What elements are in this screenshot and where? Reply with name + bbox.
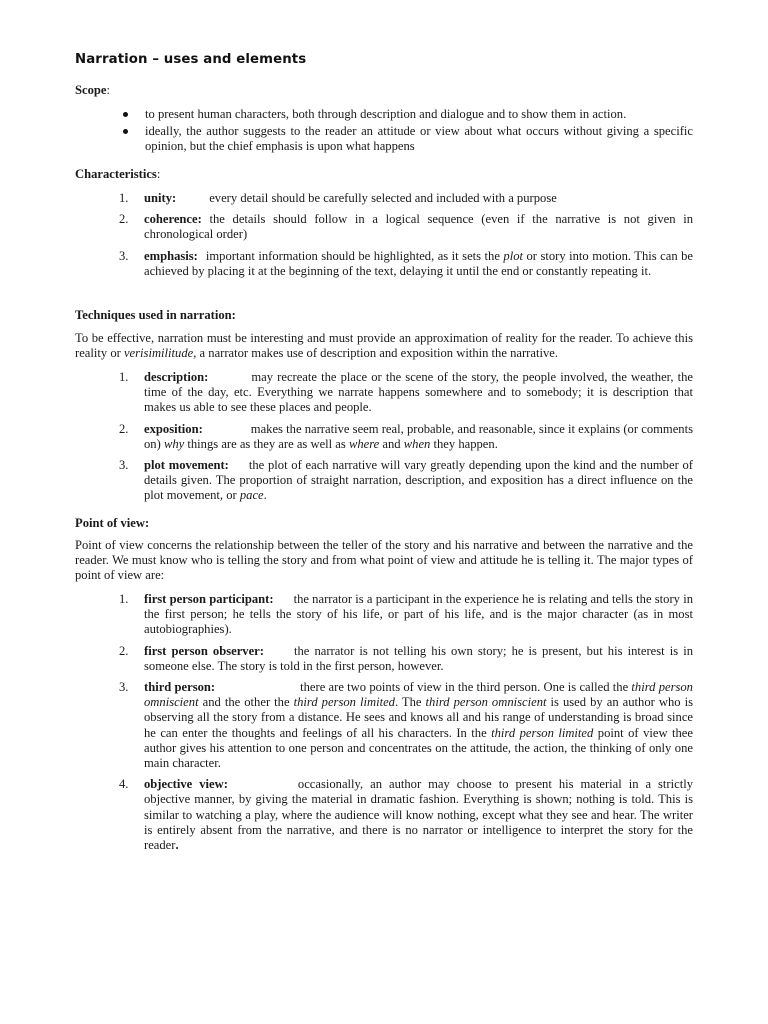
item-text-emphasis: third person limited xyxy=(491,725,594,740)
list-item xyxy=(75,107,693,122)
item-number: 1. xyxy=(119,191,129,205)
item-text: they happen. xyxy=(430,436,498,451)
item-term: description: xyxy=(144,370,209,384)
item-term: third person: xyxy=(144,680,216,695)
item-text: the narrator is a participant in the experience he is relating and tells the story in the first person; he tells the story of his life, or part of his life, and is the major character (as in most autobiographies). xyxy=(144,592,693,637)
item-number: 3. xyxy=(119,458,129,473)
scope-list xyxy=(75,107,693,158)
list-item xyxy=(75,370,693,416)
item-term: unity: xyxy=(144,191,177,205)
scope-heading-colon: : xyxy=(106,83,110,97)
item-text: the details should follow in a logical sequence (even if the narrative is not given in chronological order) xyxy=(144,212,693,242)
item-text: important information should be highlighted, as it sets the xyxy=(205,248,504,263)
item-text: may recreate the place or the scene of the story, the people involved, the weather, the time of the day, etc. Everything we narrate happens somewhere and to somebody; it is description that makes us able to see these places and people. xyxy=(144,370,693,415)
item-text-emphasis: why xyxy=(163,436,185,451)
techniques-list xyxy=(75,370,693,504)
list-item xyxy=(75,592,693,638)
item-text: is used by an author who is observing all the story from a distance. He sees and knows all and his range of understanding is broad since he can enter the thoughts and feelings of all his characters. In the xyxy=(144,695,693,740)
item-text: there are two points of view in the third person. One is called the xyxy=(300,680,632,695)
characteristics-heading-text: Characteristics xyxy=(75,167,157,181)
item-text-emphasis: third person omniscient xyxy=(425,695,547,710)
item-text: . xyxy=(263,488,267,503)
item-text: and xyxy=(379,436,404,451)
list-item xyxy=(75,680,693,771)
list-item xyxy=(75,644,693,674)
techniques-heading: Techniques used in narration: xyxy=(75,308,236,322)
scope-heading-text: Scope xyxy=(75,83,107,97)
item-text: the plot of each narrative will vary greatly depending upon the kind and the number of details given. The proportion of straight narration, description, and exposition has a direct influence on the plot movement, or xyxy=(144,458,693,503)
item-text-emphasis: where xyxy=(348,436,380,451)
item-text-emphasis: third person limited xyxy=(293,695,395,710)
item-text: or story into motion. This can be achieved by placing it at the beginning of the text, delaying it until the end or constantly repeating it. xyxy=(144,248,693,278)
item-text: and the other the xyxy=(198,695,294,710)
item-number: 3. xyxy=(119,680,129,695)
scope-heading xyxy=(75,83,110,98)
para-text: To be effective, narration must be interesting and must provide an approximation of reality for the reader. To achieve this reality or xyxy=(75,331,693,361)
item-term: emphasis: xyxy=(144,248,198,263)
characteristics-heading-colon: : xyxy=(156,167,161,181)
item-term: first person observer: xyxy=(144,643,264,658)
characteristics-list xyxy=(75,191,693,279)
item-text-emphasis: plot xyxy=(503,248,523,263)
bullet-icon xyxy=(123,129,128,134)
list-item xyxy=(75,191,693,206)
item-text: things are as they are as well as xyxy=(184,436,349,451)
para-emphasis: verisimilitude xyxy=(123,346,194,361)
item-text: occasionally, an author may choose to present his material in a strictly objective manner, by giving the material in dramatic fashion. Everything is shown; nothing is told. This is similar to watching a play, where the audience will know nothing, except what they see and hear. The writer is entirely absent from the narrative, and there is no narrator or intelligence to interpret the story for the reader xyxy=(144,777,693,853)
item-text: the narrator is not telling his own story; he is present, but his interest is in someone else. The story is told in the first person, however. xyxy=(144,643,693,673)
item-text-end: . xyxy=(175,838,179,853)
page-title: Narration – uses and elements xyxy=(75,52,307,67)
item-term: plot movement: xyxy=(144,458,229,473)
item-text: makes the narrative seem real, probable, and reasonable, since it explains (or comments on) xyxy=(144,421,693,451)
item-number: 4. xyxy=(119,777,129,792)
item-term: exposition: xyxy=(144,421,203,436)
list-item xyxy=(75,777,693,853)
item-text-emphasis: when xyxy=(403,436,431,451)
list-item xyxy=(75,458,693,504)
item-text-emphasis: pace xyxy=(239,488,264,503)
para-text: , a narrator makes use of description and exposition within the narrative. xyxy=(193,346,558,361)
item-number: 1. xyxy=(119,370,129,384)
item-number: 2. xyxy=(119,643,129,658)
item-text: point of view thee author gives his attention to one person and concentrates on the attitude, the action, the thinking of only one main character. xyxy=(144,725,693,771)
list-item xyxy=(75,124,693,154)
bullet-icon xyxy=(123,112,128,117)
item-text-emphasis: third person omniscient xyxy=(144,680,693,710)
item-text: every detail should be carefully selected and included with a purpose xyxy=(209,191,557,205)
list-item xyxy=(75,422,693,452)
scope-item-text: ideally, the author suggests to the reader an attitude or view about what occurs without giving a specific opinion, but the chief emphasis is upon what happens xyxy=(145,124,693,154)
item-term: objective view: xyxy=(144,777,228,792)
item-term: coherence: xyxy=(144,212,202,227)
item-number: 3. xyxy=(119,248,129,263)
item-number: 2. xyxy=(119,212,129,227)
scope-item-text: to present human characters, both through description and dialogue and to show them in action. xyxy=(145,107,627,121)
item-term: first person participant: xyxy=(144,592,274,606)
pov-heading: Point of view: xyxy=(75,516,150,530)
list-item xyxy=(75,212,693,242)
item-number: 2. xyxy=(119,421,129,436)
techniques-intro xyxy=(75,331,693,361)
item-number: 1. xyxy=(119,592,129,606)
list-item xyxy=(75,249,693,279)
pov-intro: Point of view concerns the relationship between the teller of the story and his narrative and between the narrative and the reader. We must know who is telling the story and from what point of view and attitude he is telling it. The major types of point of view are: xyxy=(75,538,693,583)
characteristics-heading xyxy=(75,167,160,182)
pov-list xyxy=(75,592,693,853)
item-text: . The xyxy=(394,695,426,710)
